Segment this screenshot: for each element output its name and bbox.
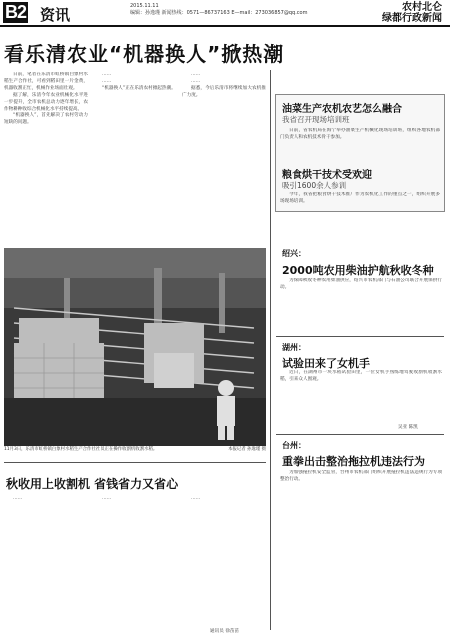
s4-headline: 试验田来了女机手 <box>282 357 370 370</box>
paragraph: 据悉，今后乐清市将继续加大农机推广力度。 <box>182 85 266 98</box>
editor-contact: 编辑：孙逸瑾 新闻热线：0571—86737163 E—mail：273036857@qq.com <box>130 10 308 16</box>
main-story-col3 <box>182 72 266 242</box>
s2-subhead: 吸引1600余人参训 <box>282 181 347 190</box>
main-story-col1 <box>4 72 88 242</box>
column-divider <box>270 70 271 630</box>
masthead-meta <box>130 3 307 17</box>
section-rule <box>4 462 266 463</box>
paragraph: “机器换人”，首先解决了农村劳动力短缺的问题。 <box>4 113 88 126</box>
s1-text: 日前，省农机局在海宁举办油菜生产机械化现场培训班，组织各地农机部门负责人和农机技术骨干参加。 <box>280 128 440 140</box>
s5-headline: 重拳出击整治拖拉机违法行为 <box>282 455 425 468</box>
story2-col3 <box>182 496 266 626</box>
paragraph: …… <box>191 78 201 84</box>
paragraph: 据了解，乐清今年农业机械化水平进一步提升，全市农机总动力逐年增长，农作物耕种收综合机械化水平持续提高。 <box>4 92 88 112</box>
s5-text: 为加强拖拉机安全监管，台州市农机部门组织开展拖拉机违法违规行为专项整治行动。 <box>280 470 442 482</box>
main-headline: 看乐清农业“机器换人”掀热潮 <box>4 42 285 66</box>
s4-author: 吴亚 陈凯 <box>398 425 418 430</box>
brand-logo: 农村北仑 绿都行政新闻 <box>382 2 442 24</box>
paragraph: …… <box>13 496 23 501</box>
story2-col2 <box>93 496 177 634</box>
section-title: 资讯 <box>40 6 71 24</box>
story2-headline: 秋收用上收割机 省钱省力又省心 <box>6 477 179 491</box>
paragraph: …… <box>102 78 112 84</box>
paragraph: …… <box>102 72 112 77</box>
story2-author: 通讯员 徐苗苗 <box>210 629 240 634</box>
s5-tag: 台州： <box>282 441 306 450</box>
s1-headline: 油菜生产农机农艺怎么融合 <box>282 104 402 115</box>
right-rule-2 <box>276 434 444 435</box>
right-rule-1 <box>276 336 444 337</box>
photo-credit: 本报记者 孙逸瑾 摄 <box>228 447 266 452</box>
page-code: B2 <box>5 2 27 22</box>
s3-tag: 绍兴： <box>282 249 306 258</box>
s4-text: 近日，在湖州市一块水稻试验田里，一位女机手熟练地驾驶收割机收割水稻，引来众人围观。 <box>280 370 442 382</box>
paragraph: …… <box>191 496 201 501</box>
photo-caption: 11月3日，乐清市虹桥镇白象村水稻生产合作社社员正在操作收割机收割水稻。 本报记者 孙逸瑾 摄 <box>4 447 266 452</box>
s2-text: 今年，我省把粮食烘干技术推广作为农机化工作的重点之一，组织开展多场现场培训。 <box>280 192 440 204</box>
issue-date: 2015.11.11 <box>130 3 159 9</box>
s2-headline: 粮食烘干技术受欢迎 <box>282 170 372 181</box>
masthead <box>0 0 450 26</box>
story2-col1 <box>4 496 88 634</box>
s3-headline: 2000吨农用柴油护航秋收冬种 <box>282 264 434 277</box>
s4-tag: 湖州： <box>282 343 306 352</box>
paragraph: 日前，笔者在乐清市虹桥镇白象村水稻生产合作社，可看到稻田里一片金黄，机器收割正忙，机械作业场面壮观。 <box>4 72 88 91</box>
harvest-photo <box>4 248 266 446</box>
s3-text: 为保障秋收冬种农用柴油供应，绍兴市农机部门与石油公司联合开展保供行动。 <box>280 278 442 290</box>
paragraph: “机器换人”正在乐清农村掀起热潮。 <box>102 85 176 91</box>
main-story-col2 <box>93 72 177 242</box>
s1-subhead: 我省召开现场培训班 <box>282 115 350 124</box>
top-rule <box>0 25 450 27</box>
paragraph: …… <box>102 496 112 501</box>
paragraph: …… <box>191 72 201 77</box>
